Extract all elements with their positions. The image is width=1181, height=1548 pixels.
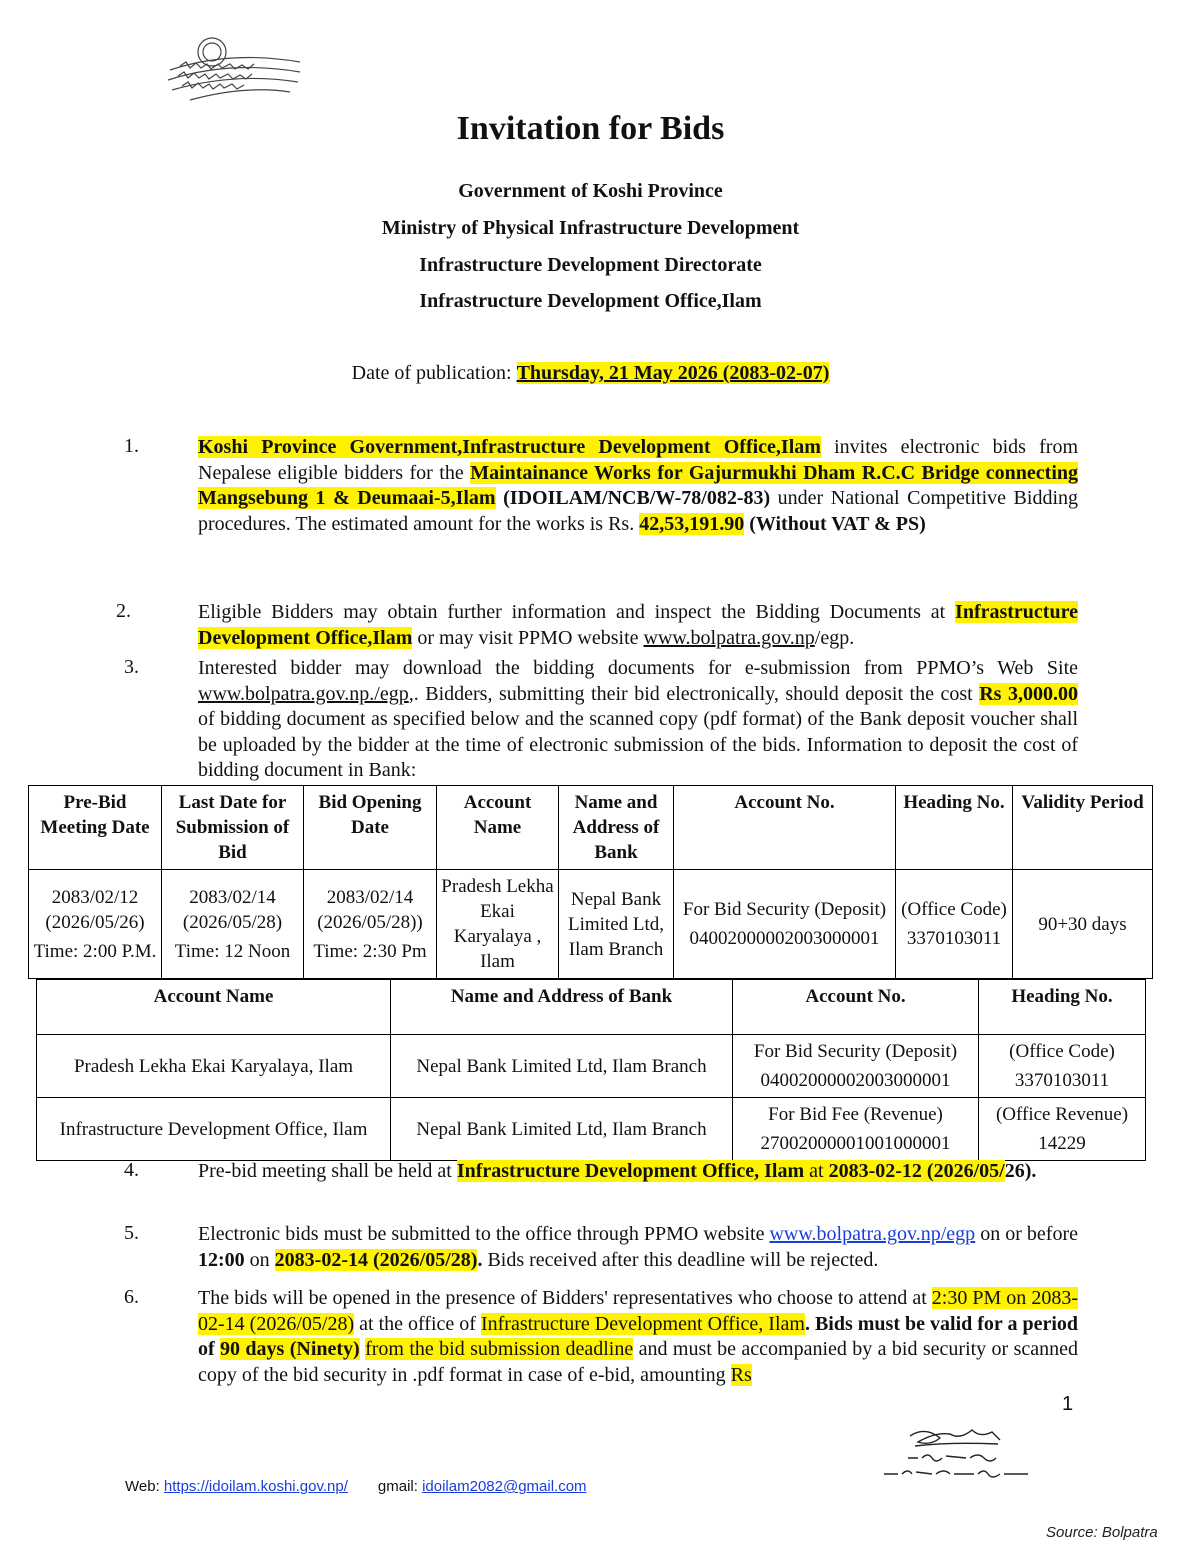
col-heading-no: Heading No.	[896, 786, 1013, 870]
col-opening-date: Bid Opening Date	[304, 786, 437, 870]
last-time: Time: 12 Noon	[174, 940, 291, 962]
item-1-text-b: invites electronic bids from Nepalese eligible bidders for the	[198, 436, 1078, 484]
item-5-text-e: on	[244, 1248, 275, 1271]
item-2-text-a: Eligible Bidders may obtain further information and inspect the Bidding Documents at	[198, 601, 956, 623]
col-account-no: Account No.	[733, 980, 979, 1035]
cell-account-name: Pradesh Lekha Ekai Karyalaya, Ilam	[37, 1035, 391, 1098]
office-seal-image	[150, 30, 320, 110]
item-3-doc-cost: Rs 3,000.00	[979, 682, 1078, 705]
item-4-text	[198, 1159, 1078, 1185]
item-4-date-end: 26).	[1004, 1160, 1037, 1182]
heading-number: 3370103011	[1014, 1070, 1110, 1091]
item-6-text-a: The bids will be opened in the presence of Bidders' representatives who choose to attend at	[198, 1287, 932, 1309]
item-5-website-link[interactable]: www.bolpatra.gov.np/egp	[769, 1223, 976, 1245]
header-line-ministry: Ministry of Physical Infrastructure Development	[381, 217, 800, 239]
table-row	[29, 870, 1153, 979]
heading-number: 14229	[1038, 1133, 1086, 1154]
item-number-3: 3.	[124, 656, 139, 678]
item-5-text-h: Bids received after this deadline will be rejected.	[482, 1248, 879, 1271]
item-1-text-e: under National Competitive Bidding procedures. The estimated amount for the works is Rs.	[198, 487, 1078, 535]
cell-heading	[979, 1035, 1146, 1098]
item-1-vat-note: (Without VAT & PS)	[744, 512, 926, 535]
prebid-time: Time: 2:00 P.M.	[33, 940, 157, 962]
col-prebid-date: Pre-Bid Meeting Date	[29, 786, 162, 870]
prebid-date: 2083/02/12 (2026/05/26)	[45, 886, 145, 933]
account-label: For Bid Security (Deposit)	[753, 1041, 958, 1062]
cell-validity: 90+30 days	[1013, 870, 1153, 979]
cell-heading	[896, 870, 1013, 979]
account-label: For Bid Security (Deposit)	[682, 899, 887, 920]
item-5-text-c: on or before	[975, 1223, 1078, 1245]
cell-prebid	[29, 870, 162, 979]
item-2-text-e: /egp.	[814, 626, 855, 649]
cell-heading	[979, 1098, 1146, 1161]
item-3-text-e: of bidding document as specified below and the scanned copy (pdf format) of the Bank deposit voucher shall be uploaded by the bidder at the time of electronic submission of the bids. Information to deposit the cost of bidding document in Bank:	[198, 708, 1078, 781]
item-5-period: .	[477, 1248, 483, 1271]
publication-label: Date of publication:	[351, 362, 512, 384]
item-6-amount-start: Rs	[730, 1363, 752, 1386]
item-number-5: 5.	[124, 1222, 139, 1244]
col-heading-no: Heading No.	[979, 980, 1146, 1035]
footer-website-link[interactable]: https://idoilam.koshi.gov.np/	[163, 1478, 348, 1495]
cell-bank: Nepal Bank Limited Ltd, Ilam Branch	[559, 870, 674, 979]
item-2-text	[198, 600, 1078, 651]
item-6-office: Infrastructure Development Office, Ilam	[480, 1312, 805, 1335]
item-5-text-a: Electronic bids must be submitted to the office through PPMO website	[198, 1223, 770, 1245]
cell-bank: Nepal Bank Limited Ltd, Ilam Branch	[391, 1098, 733, 1161]
item-6-opening-time: 2:30 PM on 2083-02-14 (2026/05/28)	[198, 1287, 1078, 1335]
item-6-text-c: at the office of	[354, 1312, 481, 1335]
web-label: Web:	[125, 1478, 164, 1495]
footer-contact	[125, 1478, 587, 1495]
header-line-government: Government of Koshi Province	[458, 180, 723, 202]
bid-schedule-table	[28, 785, 1153, 979]
source-credit: Source: Bolpatra	[1046, 1524, 1158, 1541]
col-bank: Name and Address of Bank	[559, 786, 674, 870]
cell-account-no	[674, 870, 896, 979]
col-account-name: Account Name	[437, 786, 559, 870]
bank-accounts-table	[36, 979, 1146, 1161]
account-number: 04002000002003000001	[760, 1070, 951, 1091]
item-4-text-c: at	[804, 1160, 829, 1182]
item-1-reference: (IDOILAM/NCB/W-78/082-83)	[495, 487, 771, 509]
col-bank: Name and Address of Bank	[391, 980, 733, 1035]
heading-label: (Office Code)	[901, 899, 1007, 920]
item-1-text	[198, 435, 1078, 537]
item-1-work-name: Maintainance Works for Gajurmukhi Dham R.C.C Bridge connecting Mangsebung 1 & Deumaai-5,Ilam	[198, 461, 1078, 509]
item-1-issuer: Koshi Province Government,Infrastructure Development Office,Ilam	[198, 436, 821, 458]
page-title: Invitation for Bids	[456, 110, 725, 147]
heading-label: (Office Revenue)	[995, 1104, 1129, 1125]
item-6-validity: 90 days (Ninety)	[220, 1338, 360, 1360]
publication-date-line	[0, 362, 1181, 385]
col-validity: Validity Period	[1013, 786, 1153, 870]
cell-opening	[304, 870, 437, 979]
col-account-name: Account Name	[37, 980, 391, 1035]
col-last-date: Last Date for Submission of Bid	[162, 786, 304, 870]
item-6-text-e: . Bids must be valid for a period of	[198, 1312, 1079, 1360]
item-5-time: 12:00	[198, 1248, 245, 1271]
cell-last-date	[162, 870, 304, 979]
cell-bank: Nepal Bank Limited Ltd, Ilam Branch	[391, 1035, 733, 1098]
item-5-deadline: 2083-02-14 (2026/05/28)	[274, 1248, 478, 1271]
item-3-website-link[interactable]: www.bolpatra.gov.np./egp	[198, 682, 409, 705]
item-4-text-a: Pre-bid meeting shall be held at	[198, 1160, 457, 1182]
item-number-2: 2.	[116, 600, 131, 622]
item-6-text-i: and must be accompanied by a bid security or scanned copy of the bid security in .pdf format in case of e-bid, amounting	[198, 1338, 1079, 1386]
cell-account-name: Pradesh Lekha Ekai Karyalaya , Ilam	[437, 870, 559, 979]
account-number: 27002000001001000001	[760, 1133, 951, 1154]
last-date: 2083/02/14 (2026/05/28)	[182, 886, 283, 933]
cell-account-name: Infrastructure Development Office, Ilam	[37, 1098, 391, 1161]
item-6-validity-basis: from the bid submission deadline	[365, 1338, 634, 1360]
item-number-6: 6.	[124, 1286, 139, 1308]
opening-time: Time: 2:30 Pm	[313, 940, 427, 962]
header-line-directorate: Infrastructure Development Directorate	[419, 254, 762, 276]
footer-email-link[interactable]: idoilam2082@gmail.com	[422, 1478, 587, 1495]
item-5-text	[198, 1222, 1078, 1273]
account-label: For Bid Fee (Revenue)	[768, 1104, 943, 1125]
page-number: 1	[1062, 1393, 1074, 1415]
item-4-date: 2083-02-12 (2026/05/	[828, 1160, 1005, 1182]
account-number: 04002000002003000001	[689, 928, 880, 949]
item-2-text-c: or may visit PPMO website	[412, 626, 644, 649]
item-3-text-a: Interested bidder may download the bidding documents for e-submission from PPMO’s Web Site	[198, 657, 1078, 679]
table-row	[37, 1035, 1146, 1098]
publication-date: Thursday, 21 May 2026 (2083-02-07)	[516, 362, 830, 384]
item-4-venue: Infrastructure Development Office, Ilam	[456, 1160, 805, 1182]
item-1-amount: 42,53,191.90	[639, 512, 745, 535]
table-row	[37, 1098, 1146, 1161]
item-number-1: 1.	[124, 435, 139, 457]
item-6-text	[198, 1286, 1078, 1388]
cell-account-no	[733, 1098, 979, 1161]
opening-date: 2083/02/14 (2026/05/28))	[317, 886, 423, 933]
cell-account-no	[733, 1035, 979, 1098]
heading-number: 3370103011	[906, 928, 1002, 949]
item-2-website-link[interactable]: www.bolpatra.gov.np	[643, 626, 815, 649]
signature-image	[880, 1418, 1040, 1488]
header-line-office: Infrastructure Development Office,Ilam	[419, 290, 762, 312]
item-3-text	[198, 656, 1078, 784]
item-3-text-c: ,. Bidders, submitting their bid electronically, should deposit the cost	[408, 682, 980, 705]
bid-schedule-header-row	[29, 786, 1153, 870]
item-number-4: 4.	[124, 1159, 139, 1181]
bank-accounts-header-row	[37, 980, 1146, 1035]
item-2-office: Infrastructure Development Office,Ilam	[198, 601, 1078, 649]
col-account-no: Account No.	[674, 786, 896, 870]
heading-label: (Office Code)	[1009, 1041, 1115, 1062]
gmail-label: gmail:	[377, 1478, 423, 1495]
